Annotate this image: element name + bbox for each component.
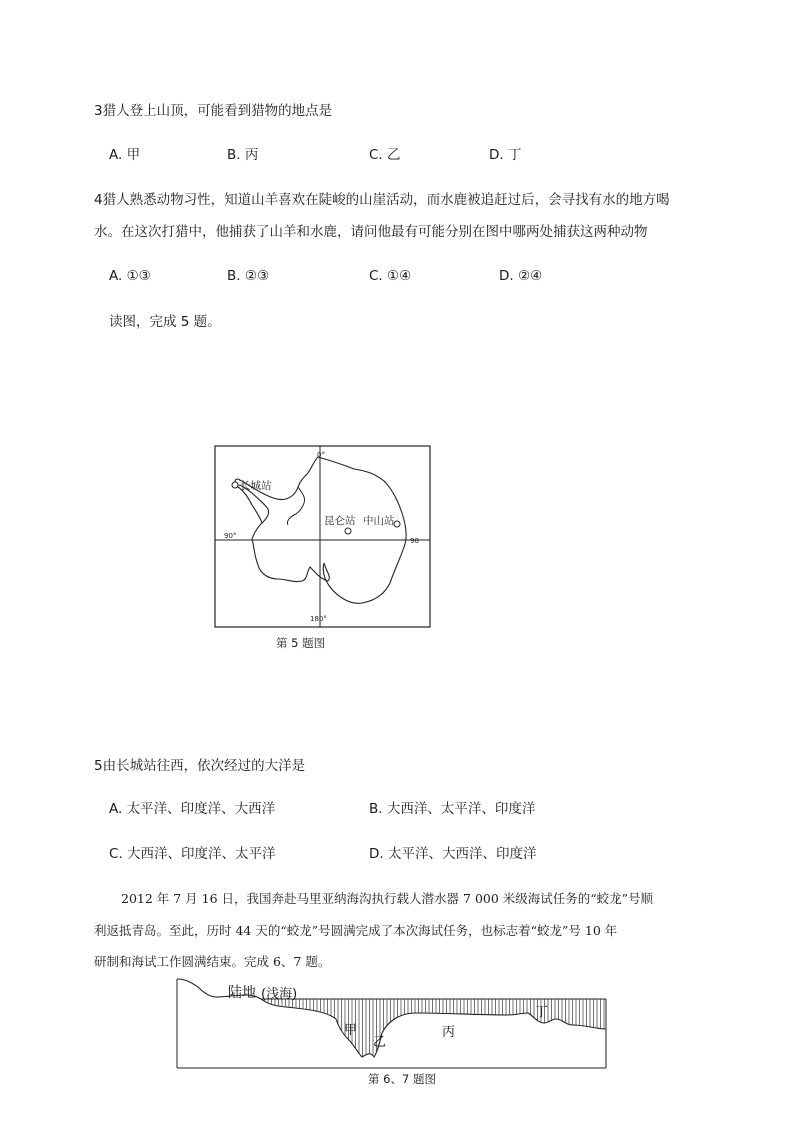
q3-option-d: D. 丁 — [489, 147, 522, 163]
passage-line1: 2012 年 7 月 16 日，我国奔赴马里亚纳海沟执行载人潜水器 7 000 米级海试任务的“蛟龙”号顺 — [121, 891, 654, 906]
label-kunlun: 昆仑站 — [324, 515, 356, 527]
q4-stem-line2: 水。在这次打猎中，他捕获了山羊和水鹿，请问他最有可能分别在图中哪两处捕获这两种动物 — [94, 224, 648, 240]
profile-caption: 第 6、7 题图 — [368, 1072, 436, 1086]
label-shallow-sea: (浅海) — [261, 987, 298, 1002]
label-changcheng: 长城站 — [240, 480, 272, 492]
q3-stem: 3猎人登上山顶，可能看到猎物的地点是 — [94, 103, 333, 119]
label-land: 陆地 — [228, 985, 256, 1001]
q4-option-d: D. ②④ — [499, 268, 543, 284]
label-90-west: 90° — [224, 532, 237, 540]
q5-option-b: B. 大西洋、太平洋、印度洋 — [369, 801, 536, 817]
q4-option-c: C. ①④ — [369, 268, 412, 284]
q5-stem: 5由长城站往西，依次经过的大洋是 — [94, 758, 306, 774]
q3-option-c: C. 乙 — [369, 147, 401, 163]
q3-option-b: B. 丙 — [227, 147, 259, 163]
q4-option-b: B. ②③ — [227, 268, 270, 284]
label-jia: 甲 — [344, 1023, 358, 1038]
label-ding: 丁 — [535, 1005, 549, 1020]
seafloor-profile — [176, 975, 608, 1070]
q5-option-c: C. 大西洋、印度洋、太平洋 — [109, 846, 276, 862]
map-frame — [215, 446, 430, 627]
label-0-degree: 0° — [317, 451, 325, 459]
label-yi: 乙 — [373, 1035, 387, 1050]
intro-q5: 读图，完成 5 题。 — [109, 314, 221, 330]
label-zhongshan: 中山站 — [363, 515, 395, 527]
changcheng-station-marker — [232, 482, 238, 488]
kunlun-station-marker — [345, 528, 351, 534]
q4-option-a: A. ①③ — [109, 268, 151, 284]
q4-stem-line1: 4猎人熟悉动物习性，知道山羊喜欢在陡峻的山崖活动，而水鹿被追赶过后，会寻找有水的地方喝 — [94, 192, 670, 208]
label-90-east: 90 — [410, 537, 419, 545]
q5-option-d: D. 太平洋、大西洋、印度洋 — [369, 846, 537, 862]
passage-line3: 研制和海试工作圆满结束。完成 6、7 题。 — [94, 954, 331, 969]
antarctica-map — [214, 445, 432, 629]
label-bing: 丙 — [442, 1025, 456, 1040]
zhongshan-station-marker — [394, 521, 400, 527]
map5-caption: 第 5 题图 — [276, 636, 326, 650]
q3-option-a: A. 甲 — [109, 147, 141, 163]
sea-water — [261, 999, 606, 1057]
label-180-degree: 180° — [310, 615, 327, 623]
passage-line2: 利返抵青岛。至此，历时 44 天的“蛟龙”号圆满完成了本次海试任务，也标志着“蛟龙”号 10 年 — [94, 923, 618, 938]
q5-option-a: A. 太平洋、印度洋、大西洋 — [109, 801, 276, 817]
